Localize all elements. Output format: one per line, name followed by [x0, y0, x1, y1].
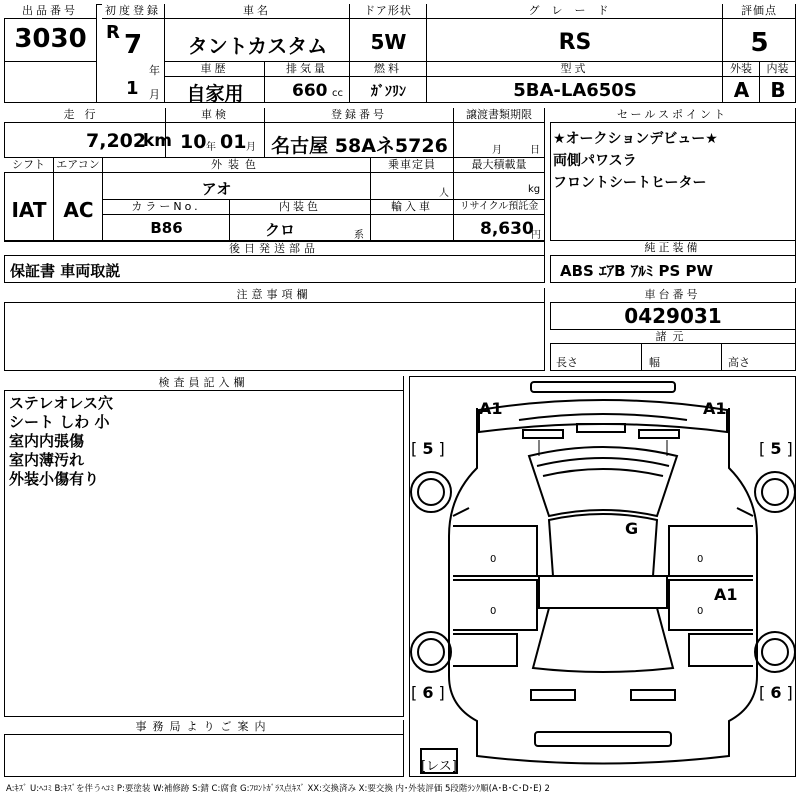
fuel: ｶﾞｿﾘﾝ [371, 84, 406, 100]
int-grade: B [770, 78, 786, 102]
interior-color-unit: 系 [354, 230, 364, 241]
color-sub [330, 173, 371, 200]
later-parts: 保証書 車両取説 [10, 262, 121, 280]
model-code: 5BA-LA650S [513, 80, 637, 101]
capacity-unit: 人 [439, 188, 449, 199]
legend: A:ｷｽﾞ U:ﾍｺﾐ B:ｷｽﾞを伴うﾍｺﾐ P:要塗装 W:補修跡 S:錆 C:腐食 G:ﾌﾛﾝﾄｶﾞﾗｽ点ｷｽﾞ XX:交換済み X:要交換 内･外装評価 5段階ﾗﾝｸ順(A･B･C･D･E) 2 [6, 784, 550, 794]
score: 5 [750, 28, 769, 58]
fuel-label: 燃料 [350, 62, 427, 77]
svg-text:0: 0 [697, 554, 704, 565]
tire-front-left: [ 5 ] [411, 439, 445, 458]
recycle: 8,630 [480, 219, 534, 239]
lot-number: 3030 [14, 24, 87, 54]
spare-tire: [レス] [421, 759, 457, 774]
reg-year: 7 [124, 30, 143, 60]
width-label: 幅 [649, 356, 660, 369]
damage-a1-front-right: A1 [703, 399, 727, 418]
ac: AC [63, 198, 94, 222]
sales-label: セールスポイント [550, 108, 796, 123]
color-label: 外装色 [103, 158, 371, 173]
equipment: ABS ｴｱB ｱﾙﾐ PS PW [560, 262, 714, 280]
color: アオ [201, 180, 232, 198]
transfer-label: 譲渡書類期限 [454, 108, 545, 123]
mileage: 7,202 [86, 130, 147, 152]
inspector-label: 検査員記入欄 [4, 376, 404, 391]
history-label: 車歴 [165, 62, 265, 77]
shift-label: シフト [4, 158, 54, 173]
reg-month: 1 [126, 78, 139, 99]
interior-color-label: 内装色 [230, 200, 371, 215]
import-sub [412, 215, 454, 241]
capacity-label: 乗車定員 [371, 158, 454, 173]
specs-label: 諸元 [550, 329, 796, 344]
svg-text:0: 0 [490, 606, 497, 617]
damage-a1-front-left: A1 [479, 399, 503, 418]
sales-point-line: フロントシートヒーター [553, 175, 707, 191]
door-label: ドア形状 [350, 4, 427, 19]
load-unit: kg [528, 184, 541, 195]
grade: RS [558, 30, 592, 55]
sales-point-line: 両側パワスラ [553, 153, 637, 169]
lot-label: 出品番号 [4, 4, 97, 19]
era: R [106, 22, 120, 43]
insp-month-unit: 月 [246, 142, 256, 153]
transfer-month: 月 [492, 145, 502, 156]
tire-front-right: [ 5 ] [759, 439, 793, 458]
insp-year-unit: 年 [206, 142, 216, 153]
inspector-note-line: 外装小傷有り [9, 470, 100, 488]
length-label: 長さ [556, 356, 578, 369]
later-parts-label: 後日発送部品 [4, 241, 545, 256]
model-label: 型式 [427, 62, 723, 77]
mileage-label: 走行 [4, 108, 166, 123]
tire-rear-left: [ 6 ] [411, 683, 445, 702]
first-reg-label: 初度登録 [102, 4, 165, 19]
insp-month: 01 [220, 131, 247, 153]
office-label: 事務局よりご案内 [4, 720, 404, 735]
notes-label: 注意事項欄 [4, 288, 545, 303]
year-unit: 年 [149, 64, 160, 77]
displacement-label: 排気量 [265, 62, 350, 77]
color-no-label: カラーNo. [103, 200, 230, 215]
transfer-day: 日 [530, 145, 540, 156]
inspector-note-line: 室内内張傷 [9, 432, 85, 450]
svg-text:0: 0 [490, 554, 497, 565]
door-type: 5W [370, 30, 407, 54]
interior-color: クロ [264, 221, 295, 239]
damage-g-windshield: G [625, 519, 639, 538]
inspector-note-line: 室内薄汚れ [9, 451, 85, 469]
inspector-note-line: ステレオレス穴 [9, 394, 113, 412]
load-label: 最大積載量 [454, 158, 545, 173]
damage-a1-right-door: A1 [714, 585, 738, 604]
inspector-note-line: シート しわ 小 [9, 413, 110, 431]
color-no: B86 [150, 219, 183, 237]
grade-label: グレード [427, 4, 723, 19]
plate-number: 名古屋 58Aネ5726 [271, 135, 448, 157]
insp-year: 10 [180, 131, 207, 153]
height-label: 高さ [728, 356, 750, 369]
tire-rear-right: [ 6 ] [759, 683, 793, 702]
ac-label: エアコン [54, 158, 103, 173]
inspection-label: 車検 [166, 108, 265, 123]
lot-blank [4, 62, 97, 103]
sales-point-line: ★オークションデビュー★ [553, 131, 718, 147]
displacement-unit: cc [332, 88, 343, 99]
month-unit: 月 [149, 88, 160, 101]
recycle-label: リサイクル預託金 [454, 200, 545, 215]
car-name: タントカスタム [187, 34, 328, 58]
ext-grade: A [733, 78, 750, 102]
mileage-unit: km [143, 131, 173, 151]
int-label: 内装 [760, 62, 796, 77]
sales-lines [553, 128, 718, 194]
plate-label: 登録番号 [265, 108, 454, 123]
chassis-number: 0429031 [624, 304, 722, 328]
import-label: 輸入車 [371, 200, 454, 215]
car-name-label: 車名 [165, 4, 350, 19]
score-label: 評価点 [723, 4, 796, 19]
shift: IAT [11, 198, 47, 222]
history: 自家用 [186, 83, 244, 105]
svg-text:0: 0 [697, 606, 704, 617]
inspector-lines [9, 394, 113, 489]
equipment-label: 純正装備 [550, 241, 796, 256]
ext-label: 外装 [723, 62, 760, 77]
displacement: 660 [292, 81, 328, 101]
chassis-label: 車台番号 [550, 288, 796, 303]
recycle-unit: 円 [531, 230, 541, 241]
car-damage-diagram [409, 376, 796, 777]
